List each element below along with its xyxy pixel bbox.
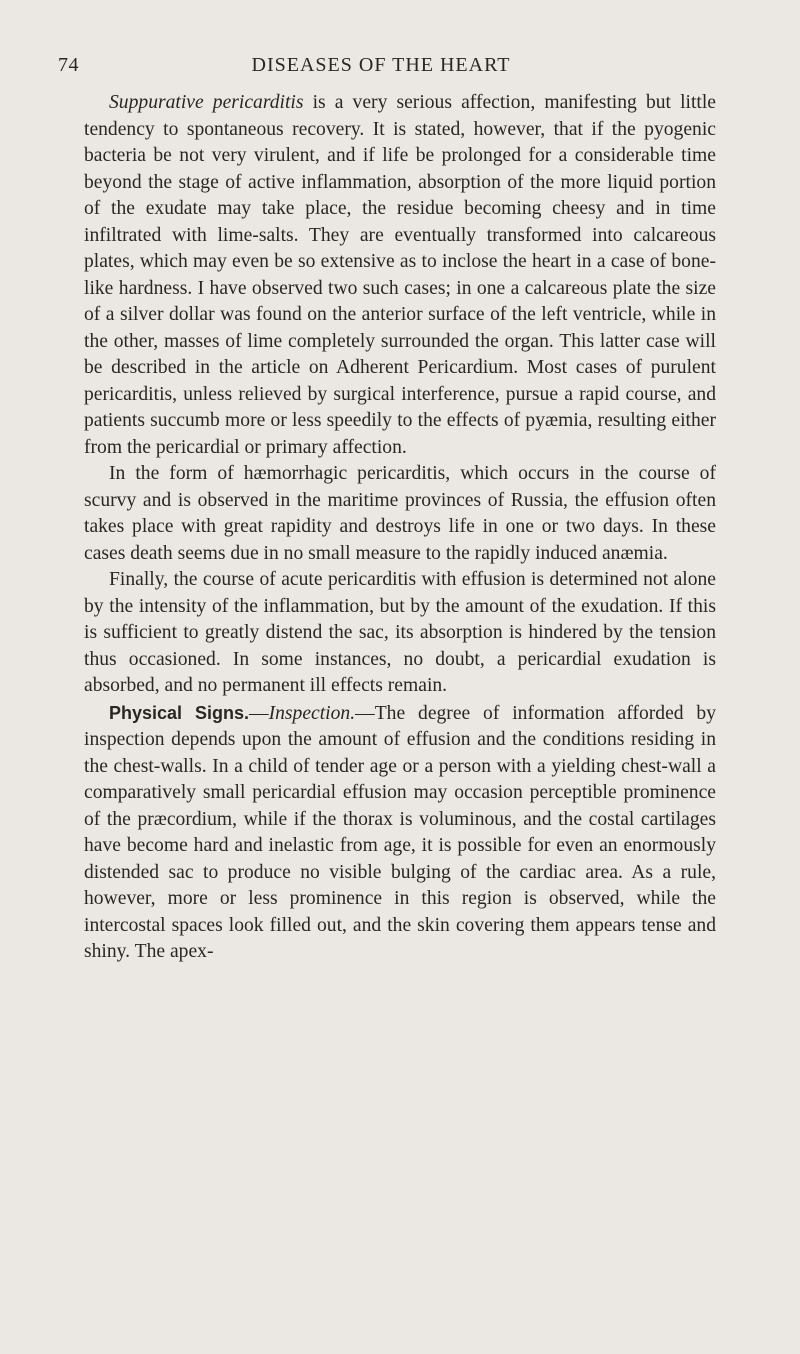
- dash: —: [249, 702, 269, 724]
- paragraph-text: is a very serious affection, manifesting but little tendency to spontaneous recovery. It is stated, however, that if the pyogenic bacteria be not very virulent, and if life be prolonged for a considerable time beyond the stage of active inflammation, absorption of the more liquid portion of the exudate may take place, the residue becoming cheesy and in time infiltrated with lime-salts. They are eventually transformed into calcareous plates, which may even be so extensive as to inclose the heart in a case of bone-like hardness. I have observed two such cases; in one a calcareous plate the size of a silver dollar was found on the anterior surface of the left ventricle, while in the other, masses of lime completely surrounded the organ. This latter case will be described in the article on Adherent Pericardium. Most cases of purulent pericarditis, unless relieved by surgical interference, pursue a rapid course, and patients succumb more or less speedily to the effects of pyæmia, resulting either from the pericardial or primary affection.: [84, 92, 716, 458]
- page-number: 74: [58, 54, 79, 76]
- running-head: [58, 54, 704, 82]
- paragraph-text: In the form of hæmorrhagic pericarditis, which occurs in the course of scurvy and is observed in the maritime provinces of Russia, the effusion often takes place with great rapidity and destroys life in one or two days. In these cases death seems due in no small measure to the rapidly induced anæmia.: [84, 463, 716, 564]
- paragraph-physical-signs: [84, 700, 716, 966]
- section-heading: Physical Signs.: [109, 702, 249, 723]
- paragraph-suppurative: [84, 90, 716, 461]
- paragraph-course: [84, 567, 716, 700]
- subsection-heading: Inspection.: [268, 702, 356, 724]
- paragraph-text: Finally, the course of acute pericarditis with effusion is determined not alone by the intensity of the inflammation, but by the amount of the exudation. If this is sufficient to greatly distend the sac, its absorption is hindered by the tension thus occasioned. In some instances, no doubt, a pericardial exudation is absorbed, and no permanent ill effects remain.: [84, 569, 716, 696]
- italic-term: Suppurative pericarditis: [109, 92, 304, 113]
- paragraph-haemorrhagic: [84, 461, 716, 567]
- dash: —: [355, 702, 375, 724]
- running-title: DISEASES OF THE HEART: [251, 54, 511, 76]
- paragraph-text: The degree of information afforded by inspection depends upon the amount of effusion and the conditions residing in the chest-walls. In a child of tender age or a person with a yielding chest-wall a comparatively small pericardial effusion may occasion perceptible prominence of the præcordium, while if the thorax is voluminous, and the costal cartilages have become hard and inelastic from age, it is possible for even an enormously distended sac to produce no visible bulging of the cardiac area. As a rule, however, more or less prominence in this region is observed, while the intercostal spaces look filled out, and the skin covering them appears tense and shiny. The apex-: [84, 702, 716, 962]
- body-text: [84, 90, 716, 966]
